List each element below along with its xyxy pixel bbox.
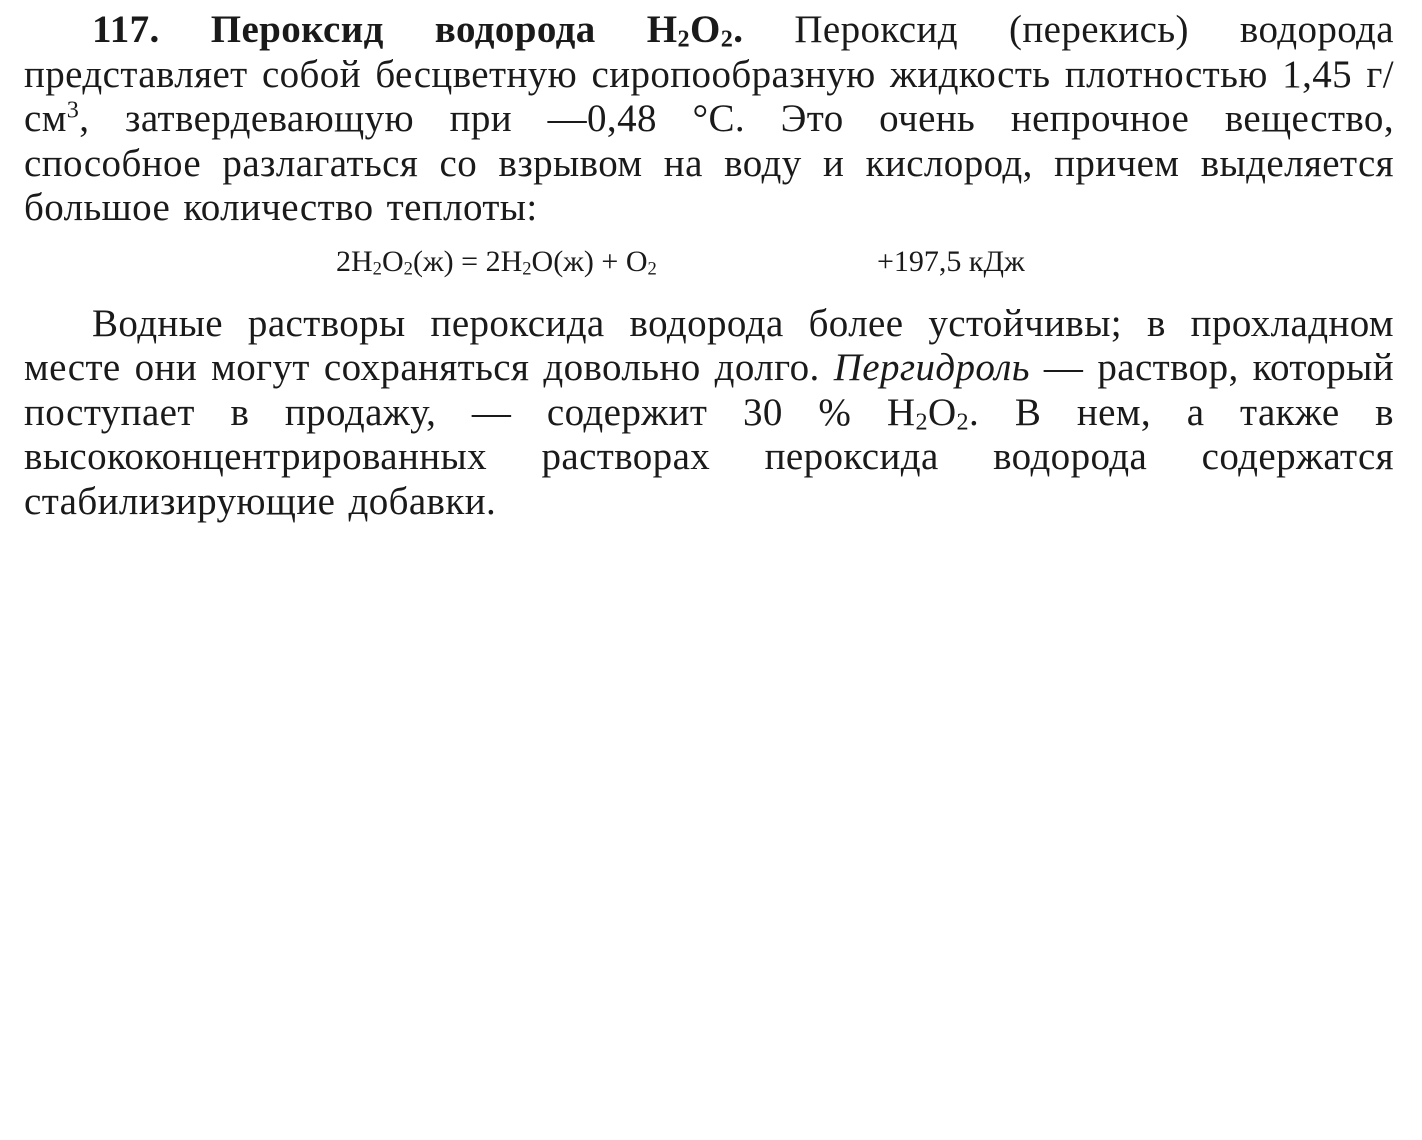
paragraph-2-text-a: Водные растворы пероксида водорода более устойчивы; в прохладном месте они могут сохраняться довольно долго.	[24, 301, 1394, 389]
equation-heat: +197,5 кДж	[877, 244, 1025, 278]
equation-reaction: $2H_2O_2(ж) = 2H_2O(ж) + O_2$	[336, 244, 657, 279]
section-number: 117.	[92, 8, 160, 51]
section-title: Пероксид водорода	[210, 8, 596, 51]
paragraph-1	[24, 8, 1394, 231]
paragraph-2-text-b: — раствор, который поступает в продажу, — содержит 30 % H	[24, 346, 1395, 434]
paragraph-1-text-a: Пероксид (перекись) водорода представляет собой бесцветную сиропообразную жидкость плотностью 1,45 г/см	[24, 8, 1395, 140]
section-formula: $H_2O_2$	[646, 8, 734, 53]
italic-term: Пергидроль	[833, 346, 1030, 389]
decomposition-equation	[24, 242, 1394, 282]
paragraph-1-text-b: , затвердевающую при —0,48 °С. Это очень непрочное вещество, способное разлагаться со взрывом на воду и кислород, причем выделяется большое количество теплоты:	[24, 97, 1394, 229]
section-heading: 117. Пероксид водорода $H_2O_2$.	[92, 8, 744, 53]
page	[24, 8, 1394, 524]
paragraph-2-text-c: . В нем, а также в высококонцентрированных растворах пероксида водорода содержатся стабилизирующие добавки.	[24, 390, 1394, 523]
superscript-cubed: 3	[66, 96, 80, 124]
paragraph-2: Водные растворы пероксида водорода более устойчивы; в прохладном месте они могут сохраняться довольно долго. Пергидроль — раствор, который поступает в продажу, — содержит 30 % $H_2O_2$. В нем, а также в высококонцентрированных растворах пероксида водорода содержатся стабилизирующие добавки.	[24, 301, 1395, 523]
